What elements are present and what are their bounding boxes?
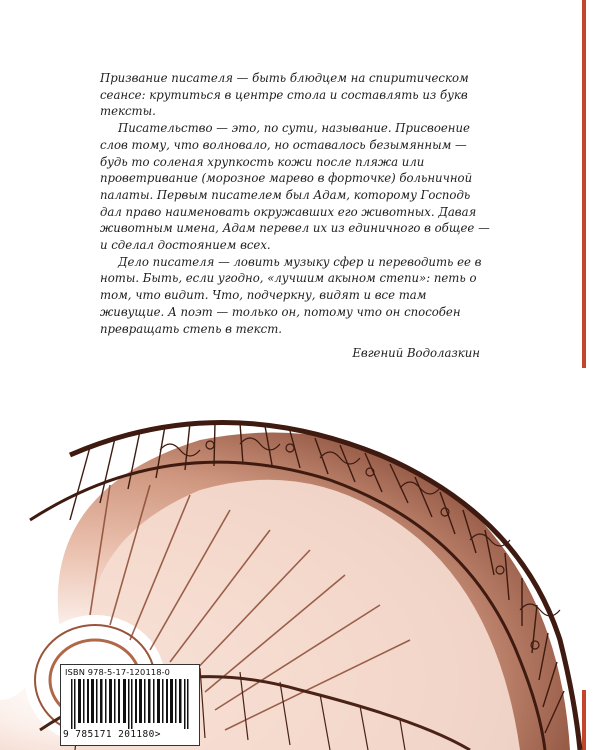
author-signature: Евгений Водолазкин xyxy=(352,346,480,360)
annotation-text xyxy=(100,70,492,337)
barcode-digits: 9 785171 201180> xyxy=(63,729,161,740)
paragraph-3: Дело писателя — ловить музыку сфер и переводить ее в ноты. Быть, если угодно, «лучшим акыном степи»: петь о том, что видит. Что, подчеркну, видят и все там живущие. А поэт — только он, потому что он способен превращать степь в текст. xyxy=(100,254,482,336)
isbn-label: ISBN 978-5-17-120118-0 xyxy=(65,667,171,677)
barcode-area xyxy=(60,664,200,746)
paragraph-2: Писательство — это, по сути, называние. Присвоение слов тому, что волновало, но оставалось безымянным — будь то соленая хрупкость кожи после пляжа или проветривание (морозное марево в форточке) больничной палаты. Первым писателем был Адам, которому Господь дал право наименовать окружавших его животных. Давая животным имена, Адам перевел их из единичного в общее — и сделал достоянием всех. xyxy=(100,121,490,253)
paragraph-1: Призвание писателя — быть блюдцем на спиритическом сеансе: крутиться в центре стола и составлять из букв тексты. xyxy=(100,71,469,119)
quiet-zone-mark: > xyxy=(154,729,161,740)
barcode-icon xyxy=(69,679,193,729)
accent-stripe-top xyxy=(582,0,586,368)
